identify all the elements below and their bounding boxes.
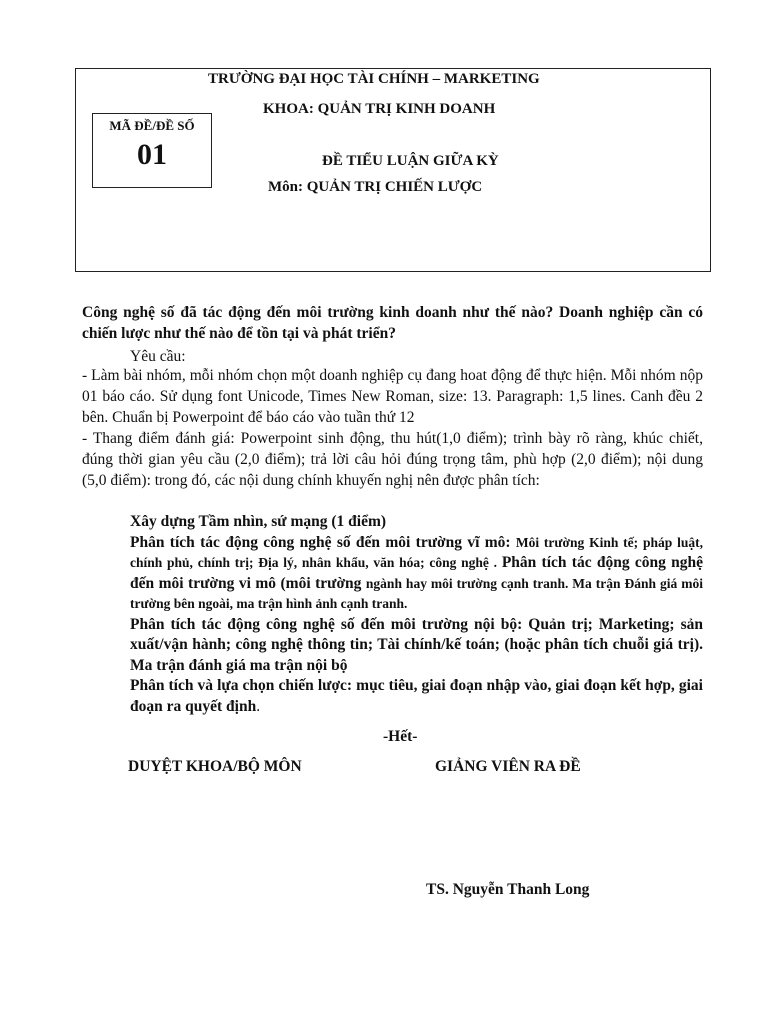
content-items — [130, 512, 703, 717]
exam-code-number: 01 — [137, 138, 167, 171]
content-item-4-period: . — [256, 697, 261, 715]
content-item-2-macro-factors: Môi trường Kinh tế; pháp luật, chính phủ, chính trị; Địa lý, nhân khẩu, văn hóa; công nghệ . — [130, 534, 703, 570]
signature-lecturer: GIẢNG VIÊN RA ĐỀ — [435, 758, 581, 775]
department-name: KHOA: QUẢN TRỊ KINH DOANH — [263, 101, 496, 117]
requirement-bullet-1: - Làm bài nhóm, mỗi nhóm chọn một doanh nghiệp cụ đang hoat động để thực hiện. Mỗi nhóm nộp 01 báo cáo. Sử dụng font Unicode, Times New Roman, size: 13. Paragraph: 1,5 lines. Canh đều 2 bên. Chuẩn bị Powerpoint để báo cáo vào tuần thứ 12 — [82, 367, 703, 426]
content-item-4-text: Phân tích và lựa chọn chiến lược: mục tiêu, giai đoạn nhập vào, giai đoạn kết hợp, giai đoạn ra quyết định — [130, 677, 703, 715]
content-item-1: Xây dựng Tầm nhìn, sứ mạng (1 điểm) — [130, 513, 387, 530]
content-item-3: Phân tích tác động công nghệ số đến môi trường nội bộ: Quản trị; Marketing; sản xuất/vận hành; công nghệ thông tin; Tài chính/kế toán; (hoặc phân tích chuỗi giá trị). Ma trận đánh giá ma trận nội bộ — [130, 615, 703, 674]
university-name: TRƯỜNG ĐẠI HỌC TÀI CHÍNH – MARKETING — [208, 71, 540, 87]
content-item-4 — [130, 676, 703, 717]
signature-approval: DUYỆT KHOA/BỘ MÔN — [128, 758, 302, 775]
lecturer-name: TS. Nguyễn Thanh Long — [426, 881, 590, 898]
requirements-label: Yêu cầu: — [130, 348, 186, 365]
essay-question: Công nghệ số đã tác động đến môi trường kinh doanh như thế nào? Doanh nghiệp cần có chiến lược như thế nào để tồn tại và phát triển? — [82, 304, 703, 342]
content-item-2-micro: Phân tích tác động công nghệ đến môi trường vi mô (môi trường — [130, 554, 703, 592]
exam-code-label: MÃ ĐỀ/ĐỀ SỐ — [109, 118, 195, 133]
content-item-2-micro-detail: ngành hay môi trường cạnh tranh. Ma trận Đánh giá môi trường bên ngoài, ma trận hình ảnh cạnh tranh. — [130, 575, 703, 611]
end-mark: -Hết- — [383, 728, 418, 745]
exam-code-box — [92, 113, 212, 188]
content-item-2-heading: Phân tích tác động công nghệ số đến môi trường vĩ mô: — [130, 533, 516, 551]
exam-title: ĐỀ TIỂU LUẬN GIỮA KỲ — [322, 153, 499, 169]
content-item-2 — [130, 533, 703, 615]
subject-line: Môn: QUẢN TRỊ CHIẾN LƯỢC — [268, 179, 483, 195]
requirement-bullet-2: - Thang điểm đánh giá: Powerpoint sinh động, thu hút(1,0 điểm); trình bày rõ ràng, khúc chiết, đúng thời gian yêu cầu (2,0 điểm); trả lời câu hỏi đúng trọng tâm, phù hợp (2,0 điểm); nội dung (5,0 điểm): trong đó, các nội dung chính khuyến nghị nên được phân tích: — [82, 430, 703, 489]
